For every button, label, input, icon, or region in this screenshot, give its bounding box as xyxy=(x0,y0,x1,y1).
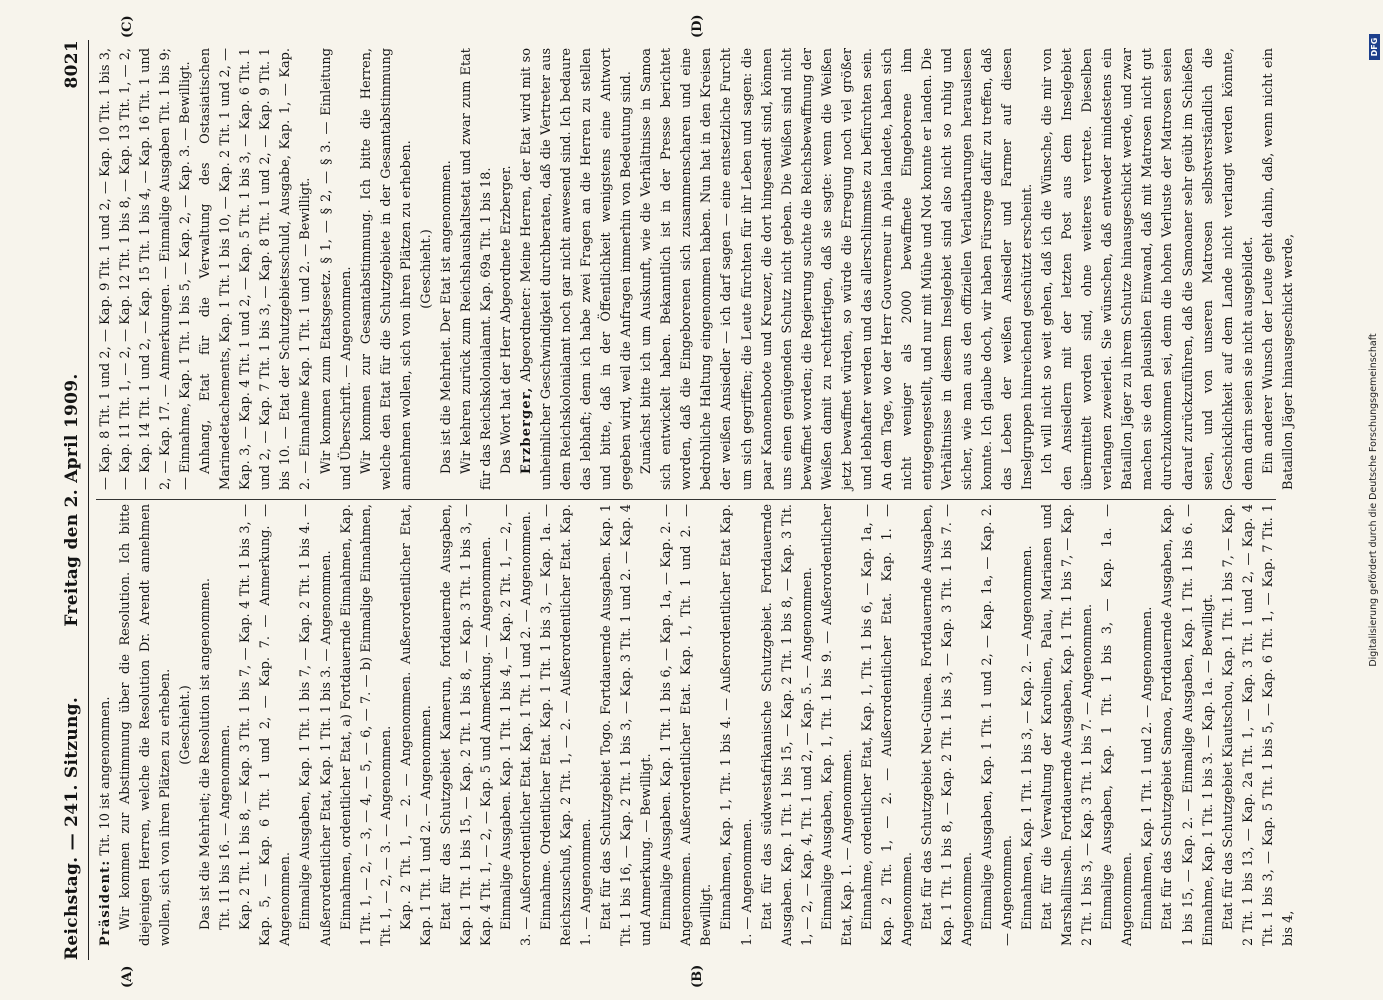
header-left: Reichstag. — 241. Sitzung. xyxy=(62,696,82,960)
paragraph: Etat für das Schutzgebiet Samoa, Fortdauernde Ausgaben, Kap. 1 bis 15, — Kap. 2. — Einmalige Ausgaben, Kap. 1 Tit. 1 bis 6. — Einnahme, Kap. 1 Tit. 1 bis 3. — Kap. 1a. — Bewilligt. xyxy=(1160,504,1216,946)
paragraph: Etat für das Schutzgebiet Kiautschou, Kap. 1 Tit. 1 bis 7, — Kap. 2 Tit. 1 bis 13, — Kap. 2a Tit. 1, — Kap. 3 Tit. 1 und 2, — Kap. 4 Tit. 1 bis 3, — Kap. 5 Tit. 1 bis 5, — Kap. 6 Tit. 1, — Kap. 7 Tit. 1 bis 4, xyxy=(1220,504,1296,946)
dfg-logo: DFG xyxy=(1369,34,1380,60)
paragraph: Einnahme. Ordentlicher Etat. Kap. 1 Tit. 1 bis 3, — Kap. 1a. — Reichszuschuß, Kap. 2 Tit. 1, — 2. — Außerordentlicher Etat. Kap. 1. — Angenommen. xyxy=(539,504,595,946)
paragraph: Etat für das Schutzgebiet Togo. Fortdauernde Ausgaben. Kap. 1 Tit. 1 bis 16, — Kap. 2 Tit. 1 bis 3, — Kap. 3 Tit. 1 und 2. — Kap. 4 und Anmerkung. — Bewilligt. xyxy=(599,504,655,946)
digitization-note: Digitalisierung gefördert durch die Deutsche Forschungsgemeinschaft xyxy=(1368,333,1379,667)
right-column xyxy=(96,48,1296,490)
paragraph: Einmalige Ausgaben, Kap. 1 Tit. 1 bis 7, — Kap. 2 Tit. 1 bis 4. — Außerordentlicher Etat, Kap. 1 Tit. 1 bis 3. — Angenommen. xyxy=(298,504,334,946)
paragraph: Ein anderer Wunsch der Leute geht dahin, daß, wenn nicht ein Bataillon Jäger hinausgeschickt werde, xyxy=(1260,48,1296,490)
paragraph: Erzberger, Abgeordneter: Meine Herren, der Etat wird mit so unheimlicher Geschwindigkeit durchberaten, daß die Vertreter aus dem Reichskolonialamt noch gar nicht anwesend sind. Ich bedaure das lebhaft; denn ich habe zwei Fragen an die Herren zu stellen und bitte, daß in der Öffentlichkeit wenigstens eine Antwort gegeben wird, weil die Anfragen immerhin von Bedeutung sind. xyxy=(518,48,635,490)
paragraph: Kap. 2 Tit. 1 bis 8, — Kap. 3 Tit. 1 bis 7, — Kap. 4 Tit. 1 bis 3, — Kap. 5, — Kap. 6 Tit. 1 und 2, — Kap. 7. — Anmerkung. — Angenommen. xyxy=(238,504,294,946)
paragraph: Wir kommen zur Abstimmung über die Resolution. Ich bitte diejenigen Herren, welche die Resolution Dr. Arendt annehmen wollen, sich von ihren Plätzen zu erheben. xyxy=(118,504,174,946)
left-column xyxy=(96,504,1296,946)
paragraph: Einmalige Ausgaben. Kap. 1 Tit. 1 bis 4, — Kap. 2 Tit. 1, — 2, — 3. — Außerordentlicher Etat. Kap. 1 Tit. 1 und 2. — Angenommen. xyxy=(498,504,534,946)
speaker-label: Präsident: xyxy=(98,859,113,946)
page-number: 8021 xyxy=(62,40,82,89)
paragraph: Wir kehren zurück zum Reichshaushaltsetat und zwar zum Etat für das Reichskolonialamt. Kap. 69a Tit. 1 bis 18. xyxy=(458,48,494,490)
paragraph: Anhang, Etat für die Verwaltung des Ostasiatischen Marinedetachements, Kap. 1 Tit. 1 bis 10, — Kap. 2 Tit. 1 und 2, — Kap. 3, — Kap. 4 Tit. 1 und 2, — Kap. 5 Tit. 1 bis 3, — Kap. 6 Tit. 1 und 2, — Kap. 7 Tit. 1 bis 3, — Kap. 8 Tit. 1 und 2, — Kap. 9 Tit. 1 bis 10. — Etat der Schutzgebietsschuld, Ausgabe, Kap. 1, — Kap. 2. — Einnahme Kap. 1 Tit. 1 und 2. — Bewilligt. xyxy=(198,48,314,490)
header-date: Freitag den 2. April 1909. xyxy=(62,373,82,627)
paragraph: Das Wort hat der Herr Abgeordnete Erzberger. xyxy=(498,165,514,474)
paragraph: Einnahmen, Kap. 1 Tit. 1 und 2. — Angenommen. xyxy=(1140,606,1156,930)
paragraph: Einnahmen, ordentlicher Etat, a) Fortdauernde Einnahmen, Kap. 1 Tit. 1, — 2, — 3, — 4, — 5, — 6, — 7. — b) Einmalige Einnahmen, Tit. 1, — 2, — 3. — Angenommen. xyxy=(338,504,394,946)
margin-marker-a: (A) xyxy=(120,965,135,988)
margin-marker-b: (B) xyxy=(690,964,705,988)
speaker-label: Erzberger, xyxy=(518,386,534,474)
stage-direction: (Geschieht.) xyxy=(178,685,194,765)
paragraph: Präsident: Tit. 10 ist angenommen. xyxy=(98,696,113,946)
paragraph: Etat für die Verwaltung der Karolinen, Palau, Marianen und Marshallinseln. Fortdauernde Ausgaben, Kap. 1 Tit. 1 bis 7, — Kap. 2 Tit. 1 bis 3, — Kap. 3 Tit. 1 bis 7. — Angenommen. xyxy=(1040,504,1096,946)
paragraph: Einmalige Ausgaben, Kap. 1, Tit. 1 bis 9. — Außerordentlicher Etat, Kap. 1. — Angenommen. xyxy=(819,504,855,946)
stage-direction: (Geschieht.) xyxy=(418,229,434,309)
paragraph: Einmalige Ausgaben, Kap. 1 Tit. 1 bis 3, — Kap. 1a. — Angenommen. xyxy=(1100,504,1136,946)
paragraph: Kap. 2 Tit. 1, — 2. — Angenommen. Außerordentlicher Etat, Kap. 1 Tit. 1 und 2. — Angenommen. xyxy=(398,504,434,946)
paragraph: Das ist die Mehrheit. Der Etat ist angenommen. xyxy=(438,160,454,474)
column-divider xyxy=(96,499,1276,500)
paragraph: Einmalige Ausgaben. Kap. 1 Tit. 1 bis 6, — Kap. 1a, — Kap. 2. — Angenommen. Außerordentlicher Etat. Kap. 1, Tit. 1 und 2. — Bewilligt. xyxy=(659,504,715,946)
paragraph: Etat für das Schutzgebiet Neu-Guinea. Fortdauernde Ausgaben, Kap. 1 Tit. 1 bis 8, — Kap. 2 Tit. 1 bis 3, — Kap. 3 Tit. 1 bis 7. — Angenommen. xyxy=(919,504,976,946)
margin-marker-c: (C) xyxy=(120,15,135,38)
paragraph: Einmalige Ausgaben, Kap. 1 Tit. 1 und 2, — Kap. 1a, — Kap. 2. — Angenommen. xyxy=(980,504,1016,946)
paragraph: Einnahme, ordentlicher Etat, Kap. 1, Tit. 1 bis 6, — Kap. 1a, — Kap. 2 Tit. 1, — 2. — Außerordentlicher Etat. Kap. 1. — Angenommen. xyxy=(859,504,915,946)
paragraph: — Kap. 8 Tit. 1 und 2, — Kap. 9 Tit. 1 und 2, — Kap. 10 Tit. 1 bis 3, — Kap. 11 Tit. 1, — 2, — Kap. 12 Tit. 1 bis 8, — Kap. 13 Tit. 1, — 2, — Kap. 14 Tit. 1 und 2, — Kap. 15 Tit. 1 bis 4, — Kap. 16 Tit. 1 und 2, — Kap. 17. — Anmerkungen. — Einmalige Ausgaben Tit. 1 bis 9; — Einnahme, Kap. 1 Tit. 1 bis 5, — Kap. 2, — Kap. 3. — Bewilligt. xyxy=(98,48,194,490)
paragraph: Etat für das südwestafrikanische Schutzgebiet. Fortdauernde Ausgaben. Kap. 1 Tit. 1 bis 15, — Kap. 2 Tit. 1 bis 8, — Kap. 3 Tit. 1, — 2, — Kap. 4, Tit. 1 und 2, — Kap. 5. — Angenommen. xyxy=(759,504,815,946)
paragraph: Einnahmen, Kap. 1, Tit. 1 bis 4. — Außerordentlicher Etat Kap. 1. — Angenommen. xyxy=(719,504,755,946)
paragraph: Etat für das Schutzgebiet Kamerun, fortdauernde Ausgaben, Kap. 1 Tit. 1 bis 15, — Kap. 2 Tit. 1 bis 8, — Kap. 3 Tit. 1 bis 3, — Kap. 4 Tit. 1, — 2, — Kap. 5 und Anmerkung. — Angenommen. xyxy=(438,504,494,946)
paragraph: Einnahmen, Kap. 1 Tit. 1 bis 3, — Kap. 2. — Angenommen. xyxy=(1020,545,1036,930)
paragraph: Wir kommen zum Etatsgesetz. § 1, — § 2, — § 3. — Einleitung und Überschrift. — Angenommen. xyxy=(318,48,354,490)
margin-marker-d: (D) xyxy=(690,14,705,38)
page-header xyxy=(58,40,89,960)
paragraph: Tit. 11 bis 16. — Angenommen. xyxy=(218,724,234,930)
paragraph: Wir kommen zur Gesamtabstimmung. Ich bitte die Herren, welche den Etat für die Schutzgebiete in der Gesamtabstimmung annehmen wollen, sich von ihren Plätzen zu erheben. xyxy=(358,48,414,490)
paragraph: Das ist die Mehrheit; die Resolution ist angenommen. xyxy=(198,578,214,930)
paragraph: Ich will nicht so weit gehen, daß ich die Wünsche, die mir von den Ansiedlern mit der letzten Post aus dem Inselgebiet übermittelt worden sind, ohne weiteres vertrete. Dieselben verlangen zweierlei. Sie wünschen, daß entweder mindestens ein Bataillon Jäger zu ihrem Schutze hinausgeschickt werde, und zwar machen sie den plausiblen Einwand, daß mit Matrosen nicht gut durchzukommen sei, denn die hohen Verluste der Matrosen seien darauf zurückzuführen, daß die Samoaner sehr geübt im Schießen seien, und von unseren Matrosen selbstverständlich die Geschicklichkeit auf dem Lande nicht verlangt werden könnte, denn darin seien sie nicht ausgebildet. xyxy=(1040,48,1256,490)
paragraph: Zunächst bitte ich um Auskunft, wie die Verhältnisse in Samoa sich entwickelt haben. Bekanntlich ist in der Presse berichtet worden, daß die Eingeborenen sich zusammenscharen und eine bedrohliche Haltung eingenommen haben. Nun hat in den Kreisen der weißen Ansiedler — ich darf sagen — eine entsetzliche Furcht um sich gegriffen; die Leute fürchten für ihr Leben und sagen: die paar Kanonenboote und Kreuzer, die dort hingesandt sind, können uns einen genügenden Schutz nicht geben. Die Weißen sind nicht bewaffnet worden; die Regierung suchte die Reichsbewaffnung der Weißen damit zu rechtfertigen, daß sie sagte: wenn die Weißen jetzt bewaffnet würden, so würde die Erregung noch viel größer und lebhafter werden und das allerschlimmste zu befürchten sein. An dem Tage, wo der Herr Gouverneur in Apia landete, haben sich nicht weniger als 2000 bewaffnete Eingeborene ihm entgegengestellt, und nur mit Mühe und Not konnte er landen. Die Verhältnisse in diesem Inselgebiet sind also nicht so ruhig und sicher, wie man aus den offiziellen Verlautbarungen herauslesen konnte. Ich glaube doch, wir haben Fürsorge dafür zu treffen, daß das Leben der weißen Ansiedler und Farmer auf diesen Inselgruppen hinreichend geschützt erscheint. xyxy=(639,48,1036,490)
